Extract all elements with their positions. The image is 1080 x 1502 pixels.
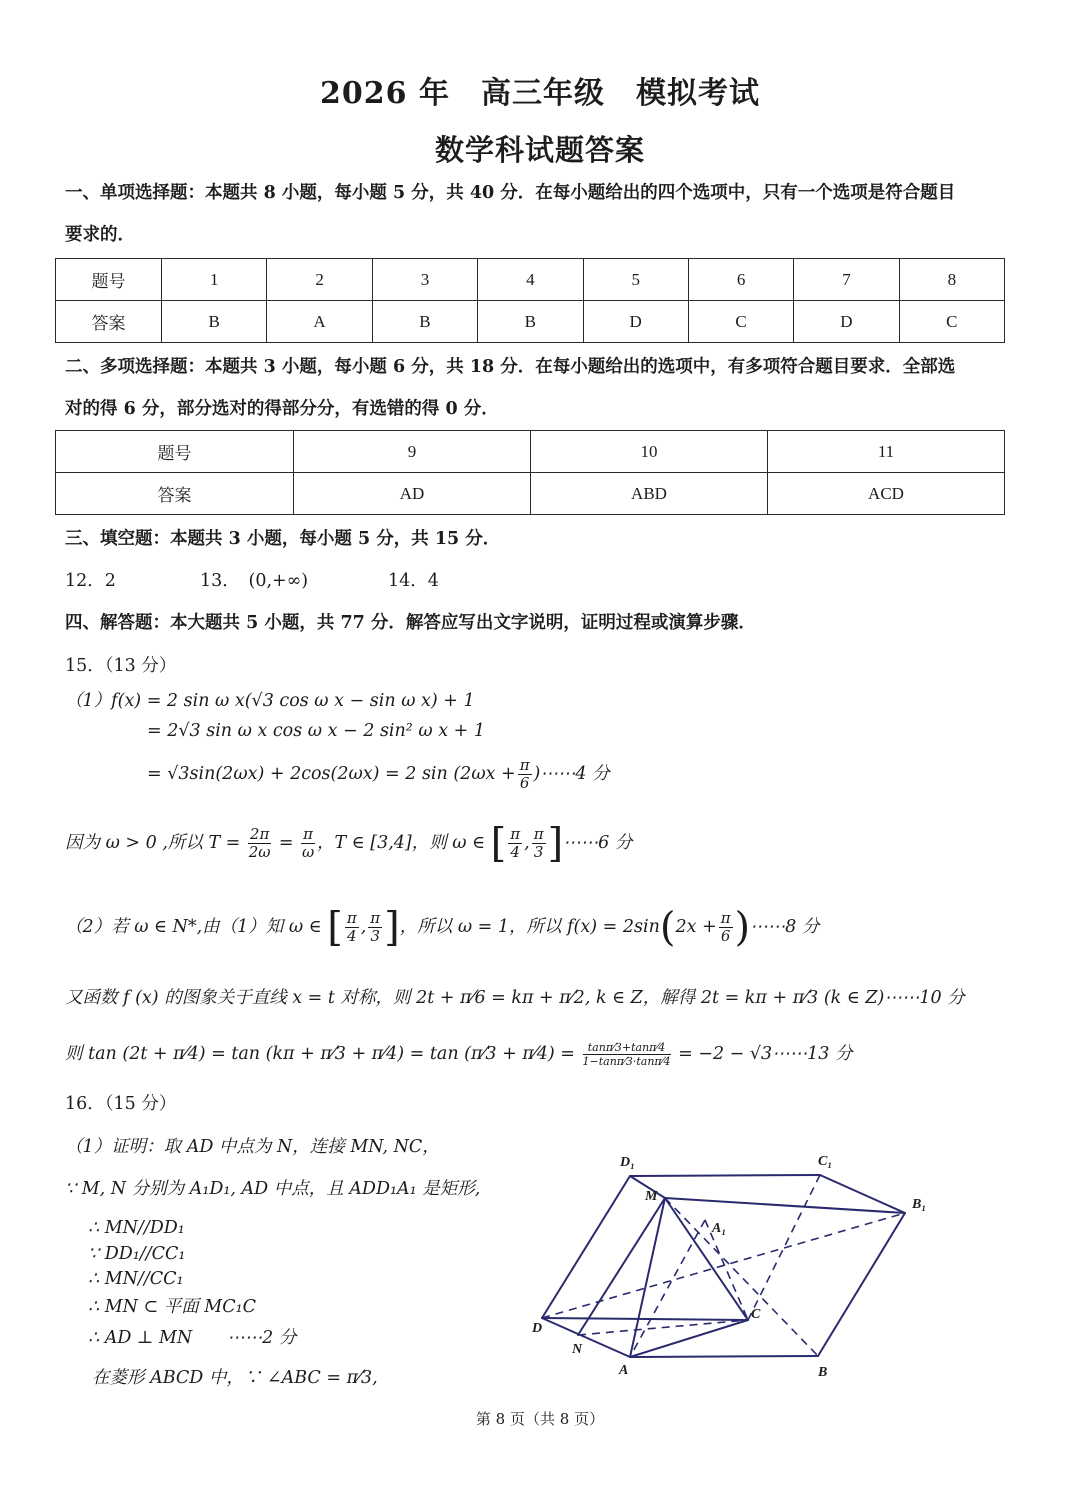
section1-answer-table	[55, 258, 1005, 343]
q15-tan-line: 则 tan (2t + π⁄4) = tan (kπ + π⁄3 + π⁄4) = tan (π⁄3 + π⁄4) = $\frac{\tan\pi⁄3+\tan\pi⁄4}{1-\tan\pi⁄3\cdot\tan\pi⁄4}$ = −2 − √3⋯⋯13 分	[65, 1041, 853, 1068]
table-row	[56, 301, 1005, 343]
q16-line: ∴ MN//CC₁	[88, 1269, 184, 1289]
table-cell: B	[162, 301, 267, 343]
label-d: D	[532, 1321, 543, 1336]
table-cell: 4	[478, 259, 583, 301]
table-cell: 6	[688, 259, 793, 301]
fill-answer-13: 13． (0,+∞)	[200, 571, 309, 591]
fraction: $\frac{\pi}{4}$	[510, 825, 521, 861]
q15-because-line: 因为 ω > 0 ,所以 T = $\frac{2\pi}{2\omega}$ = $\frac{\pi}{\omega}$ ，T ∈ [3,4]，则 ω ∈ [ $\frac{\pi}{4}$ , $\frac{\pi}{3}$ ]⋯⋯6 分	[65, 820, 633, 867]
q16-line: （1）证明：取 AD 中点为 N，连接 MN, NC，	[65, 1137, 440, 1157]
edge-mc	[665, 1198, 748, 1320]
fraction: $\frac{\pi}{4}$	[346, 909, 357, 945]
page-title: 2026 年 高三年级 模拟考试	[320, 76, 760, 111]
q16-line: 在菱形 ABCD 中，∵ ∠ABC = π⁄3,	[92, 1368, 378, 1388]
q15-part1-line3	[147, 757, 610, 792]
table-cell: C	[688, 301, 793, 343]
label-b1: B₁	[912, 1197, 927, 1212]
table-cell: 7	[794, 259, 899, 301]
table-cell: D	[583, 301, 688, 343]
q16-line: ∴ MN ⊂ 平面 MC₁C	[88, 1297, 256, 1317]
q15-line3-b: )⋯⋯4 分	[533, 764, 610, 784]
label-n: N	[572, 1342, 583, 1357]
table-cell: 2	[267, 259, 372, 301]
label-m: M	[645, 1189, 658, 1204]
table-cell: D	[794, 301, 899, 343]
label-a1: A₁	[712, 1221, 727, 1236]
table-cell: 11	[768, 431, 1005, 473]
q15-symmetry-line: 又函数 f (x) 的图象关于直线 x = t 对称，则 2t + π⁄6 = kπ + π⁄2, k ∈ Z，解得 2t = kπ + π⁄3 (k ∈ Z)⋯⋯10 分	[65, 988, 965, 1008]
table-cell: B	[478, 301, 583, 343]
q16-line: ∵ DD₁//CC₁	[88, 1244, 186, 1264]
section4-heading: 四、解答题：本大题共 5 小题，共 77 分．解答应写出文字说明，证明过程或演算步骤．	[65, 613, 756, 633]
edge-c1b1	[820, 1175, 905, 1213]
q16-header: 16．（15 分）	[65, 1094, 177, 1114]
section2-line1: 二、多项选择题：本题共 3 小题，每小题 6 分，共 18 分．在每小题给出的选项中，有多项符合题目要求．全部选	[65, 357, 956, 377]
table-cell: 9	[294, 431, 531, 473]
prism-figure	[520, 1140, 940, 1390]
q16-line: ∵ M, N 分别为 A₁D₁, AD 中点，且 ADD₁A₁ 是矩形,	[65, 1179, 481, 1199]
edge-ab	[630, 1356, 818, 1357]
row-label: 答案	[56, 301, 162, 343]
table-row	[56, 473, 1005, 515]
q15-part1-line2: = 2√3 sin ω x cos ω x − 2 sin² ω x + 1	[147, 721, 486, 741]
table-cell: 3	[372, 259, 477, 301]
fraction: $\frac{\pi}{6}$	[519, 756, 530, 792]
fraction: $\frac{\tan\pi⁄3+\tan\pi⁄4}{1-\tan\pi⁄3\cdot\tan\pi⁄4}$	[582, 1041, 671, 1068]
table-cell: AD	[294, 473, 531, 515]
q15-part2-line: （2）若 ω ∈ N*,由（1）知 ω ∈ [ $\frac{\pi}{4}$ , $\frac{\pi}{3}$ ]，所以 ω = 1，所以 f(x) = 2sin(2x + $\frac{\pi}{6}$ )⋯⋯8 分	[65, 904, 820, 951]
label-d1: D₁	[620, 1155, 635, 1170]
table-cell: B	[372, 301, 477, 343]
section1-line1: 一、单项选择题：本题共 8 小题，每小题 5 分，共 40 分．在每小题给出的四个选项中，只有一个选项是符合题目	[65, 183, 956, 203]
fill-answer-14: 14．4	[388, 571, 439, 591]
row-label: 答案	[56, 473, 294, 515]
table-cell: 5	[583, 259, 688, 301]
label-c1: C₁	[818, 1154, 833, 1169]
fraction: $\frac{\pi}{3}$	[533, 825, 544, 861]
q15-header: 15．（13 分）	[65, 656, 177, 676]
section2-answer-table	[55, 430, 1005, 515]
edge-mn	[578, 1198, 665, 1335]
table-cell: 10	[531, 431, 768, 473]
q15-line3-a: = √3sin(2ωx) + 2cos(2ωx) = 2 sin (2ωx +	[147, 764, 516, 784]
table-row	[56, 259, 1005, 301]
edge-b1m	[665, 1198, 905, 1213]
fraction: $\frac{\pi}{3}$	[370, 909, 381, 945]
q16-line: ∴ MN//DD₁	[88, 1218, 185, 1238]
table-row	[56, 431, 1005, 473]
fraction: $\frac{2\pi}{2\omega}$	[248, 825, 271, 861]
table-cell: ABD	[531, 473, 768, 515]
diag-mb	[665, 1198, 818, 1356]
edge-dc	[542, 1318, 748, 1320]
edge-d1c1	[630, 1175, 820, 1176]
q15-part1-line1: （1）f(x) = 2 sin ω x(√3 cos ω x − sin ω x) + 1	[65, 691, 475, 711]
edge-ac	[630, 1320, 748, 1357]
table-cell: 1	[162, 259, 267, 301]
fraction: $\frac{\pi}{6}$	[720, 909, 731, 945]
table-cell: 8	[899, 259, 1004, 301]
row-label: 题号	[56, 431, 294, 473]
table-cell: C	[899, 301, 1004, 343]
label-b: B	[818, 1365, 828, 1380]
page-footer: 第 8 页（共 8 页）	[475, 1410, 605, 1428]
section3-heading: 三、填空题：本题共 3 小题，每小题 5 分，共 15 分．	[65, 529, 501, 549]
label-c: C	[751, 1307, 761, 1322]
row-label: 题号	[56, 259, 162, 301]
label-a: A	[619, 1363, 629, 1378]
q16-line: ∴ AD ⊥ MN ⋯⋯2 分	[88, 1328, 297, 1348]
table-cell: A	[267, 301, 372, 343]
edge-ma	[630, 1198, 665, 1357]
section2-line2: 对的得 6 分，部分选对的得部分分，有选错的得 0 分．	[65, 399, 499, 419]
table-cell: ACD	[768, 473, 1005, 515]
fill-answer-12: 12．2	[65, 571, 116, 591]
section1-line2: 要求的．	[65, 225, 135, 245]
fraction: $\frac{\pi}{\omega}$	[301, 825, 315, 861]
page-subtitle: 数学科试题答案	[434, 133, 645, 167]
